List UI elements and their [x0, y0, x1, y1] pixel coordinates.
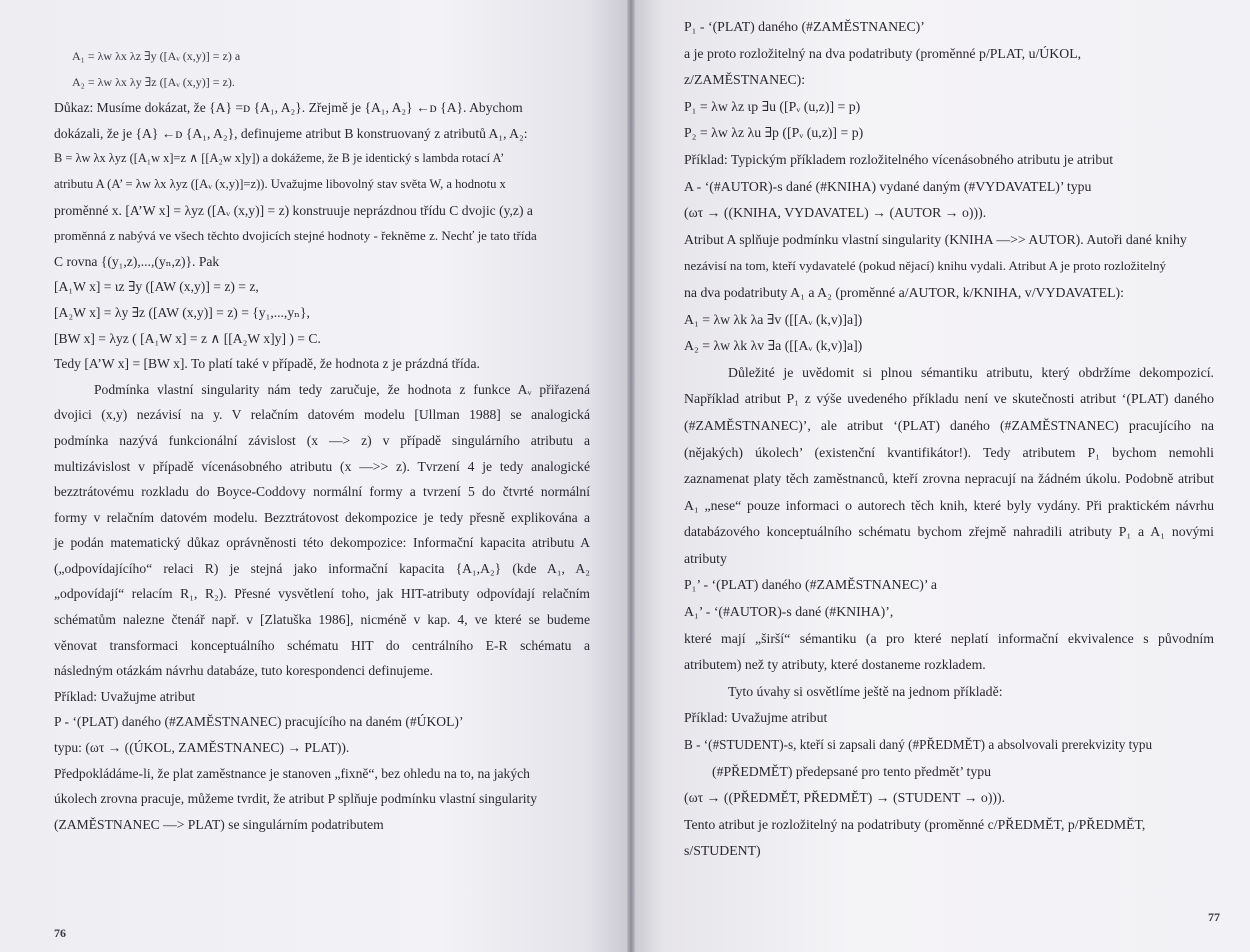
text-line: je podán matematický důkaz oprávněnosti této dekompozice: Informační kapacita atributu A — [54, 535, 590, 551]
page-number-right: 77 — [1208, 910, 1220, 924]
text-line: atributu A (A’ = λw λx λyz ([Aᵥ (x,y)]=z)). Uvažujme libovolný stav světa W, a hodnotu x — [54, 176, 506, 191]
text-line: A - ‘(#AUTOR)-s dané (#KNIHA) vydané daným (#VYDAVATEL)’ typu — [684, 178, 1092, 194]
text-line: Důkaz: Musíme dokázat, že {A} =ᴅ {A₁, A₂}. Zřejmě je {A₁, A₂} ←ᴅ {A}. Abychom — [54, 100, 523, 116]
text-line: (nějakých) úkolech’ (existenční kvantifikátor!). Tedy atributem P₁ bychom nemohli — [684, 444, 1214, 460]
formula-line: A₁ = λw λx λz ∃y ([Aᵥ (x,y)] = z) a — [72, 49, 241, 63]
formula-line: [A₂W x] = λy ∃z ([AW (x,y)] = z) = {y₁,...,yₙ}, — [54, 304, 310, 320]
formula-line: [BW x] = λyz ( [A₁W x] = z ∧ [[A₂W x]y] ) = C. — [54, 330, 321, 346]
right-page — [632, 0, 1250, 952]
formula-line: A₁ = λw λk λa ∃v ([[Aᵥ (k,v)]a]) — [684, 311, 863, 327]
text-line: (ωτ → ((PŘEDMĚT, PŘEDMĚT) → (STUDENT → o))). — [684, 790, 1006, 806]
book-gutter — [627, 0, 635, 952]
text-line: („odpovídajícího“ relaci R) je stejná jako informační kapacita {A₁,A₂} (kde A₁, A₂ — [54, 560, 590, 576]
text-line: a je proto rozložitelný na dva podatributy (proměnné p/PLAT, u/ÚKOL, — [684, 45, 1082, 61]
text-line: Atribut A splňuje podmínku vlastní singularity (KNIHA —>> AUTOR). Autoři dané knihy — [684, 231, 1187, 247]
text-line: atributy — [684, 550, 727, 566]
formula-line: P₁ = λw λz ιp ∃u ([Pᵥ (u,z)] = p) — [684, 98, 861, 114]
page-number-left: 76 — [54, 926, 66, 940]
text-line: Podmínka vlastní singularity nám tedy zaručuje, že hodnota z funkce Aᵥ přiřazená — [94, 381, 590, 397]
text-line: proměnná z nabývá ve všech těchto dvojicích stejné hodnoty - řekněme z. Nechť je tato třída — [54, 228, 537, 244]
text-line: P - ‘(PLAT) daného (#ZAMĚSTNANEC) pracujícího na daném (#ÚKOL)’ — [54, 714, 464, 730]
text-line: B - ‘(#STUDENT)-s, kteří si zapsali daný (#PŘEDMĚT) a absolvovali prerekvizity typu — [684, 737, 1153, 753]
text-line: z/ZAMĚSTNANEC): — [684, 72, 806, 88]
formula-line: P₂ = λw λz λu ∃p ([Pᵥ (u,z)] = p) — [684, 125, 864, 141]
formula-line: [A₁W x] = ιz ∃y ([AW (x,y)] = z) = z, — [54, 279, 259, 295]
text-line: bezztrátovému rozkladu do Boyce-Coddovy normální formy a tvrzení 5 do čtvrté normální — [54, 484, 590, 500]
text-line: B = λw λx λyz ([A₁w x]=z ∧ [[A₂w x]y]) a dokážeme, že B je identický s lambda rotací A’ — [54, 151, 505, 166]
text-line: schématům nalezne čtenář např. v [Zlatuška 1986], nicméně v kap. 4, ve které se budeme — [54, 612, 590, 628]
text-line: následným otázkám návrhu databáze, tuto korespondenci definujeme. — [54, 663, 433, 679]
text-line: A₁ „nese“ pouze informaci o autorech těch knih, které byly vydány. Při praktickém návrhu — [684, 497, 1214, 513]
text-line: databázového konceptuálního schématu bychom zřejmě nahradili atributy P₁ a A₁ novými — [684, 524, 1214, 540]
text-line: Příklad: Uvažujme atribut — [684, 710, 828, 726]
text-line: které mají „širší“ sémantiku (a pro které neplatí informační ekvivalence s původním — [684, 630, 1214, 646]
text-line: multizávislost v případě vícenásobného atributu (x —>> z). Tvrzení 4 je tedy analogické — [54, 458, 590, 474]
text-line: Tyto úvahy si osvětlíme ještě na jednom příkladě: — [728, 683, 1003, 699]
text-line: s/STUDENT) — [684, 843, 761, 859]
text-line: dokázali, že je {A} ←ᴅ {A₁, A₂}, definujeme atribut B konstruovaný z atributů A₁, A₂: — [54, 125, 528, 141]
text-line: typu: (ωτ → ((ÚKOL, ZAMĚSTNANEC) → PLAT)). — [54, 740, 350, 756]
text-line: věnovat transformaci konceptuálního schématu HIT do centrálního E-R schématu a — [54, 637, 590, 653]
text-line: na dva podatributy A₁ a A₂ (proměnné a/AUTOR, k/KNIHA, v/VYDAVATEL): — [684, 284, 1124, 300]
text-line: podmínka nazývá funkcionální závislost (x —> z) v případě singulárního atributu a — [54, 432, 590, 448]
text-line: Tento atribut je rozložitelný na podatributy (proměnné c/PŘEDMĚT, p/PŘEDMĚT, — [684, 816, 1146, 832]
text-line: dvojici (x,y) nezávisí na y. V relačním datovém modelu [Ullman 1988] se analogická — [54, 407, 590, 423]
text-line: „odpovídají“ relacím R₁, R₂). Přesné vysvětlení toho, jak HIT-atributy odpovídají relačním — [54, 586, 590, 602]
formula-line: A₂ = λw λx λy ∃z ([Aᵥ (x,y)] = z). — [72, 74, 235, 89]
text-line: Tedy [A’W x] = [BW x]. To platí také v případě, že hodnota z je prázdná třída. — [54, 356, 480, 372]
text-line: (#PŘEDMĚT) předepsané pro tento předmět’ typu — [712, 763, 992, 779]
text-line: (#ZAMĚSTNANEC)’, ale atribut ‘(PLAT) daného (#ZAMĚSTNANEC) pracujícího na — [684, 417, 1214, 433]
text-line: formy v relačním datovém modelu. Bezztrátovost dekompozice je tedy přesně explikována a — [54, 509, 590, 525]
text-line: P₁ - ‘(PLAT) daného (#ZAMĚSTNANEC)’ — [684, 19, 925, 34]
text-line: Příklad: Typickým příkladem rozložitelného vícenásobného atributu je atribut — [684, 151, 1114, 167]
text-line: úkolech zrovna pracuje, můžeme tvrdit, že atribut P splňuje podmínku vlastní singularity — [54, 791, 538, 807]
text-line: A₁’ - ‘(#AUTOR)-s dané (#KNIHA)’, — [684, 604, 894, 620]
text-line: (ZAMĚSTNANEC —> PLAT) se singulárním podatributem — [54, 816, 384, 832]
text-line: (ωτ → ((KNIHA, VYDAVATEL) → (AUTOR → o))). — [684, 205, 987, 221]
text-line: P₁’ - ‘(PLAT) daného (#ZAMĚSTNANEC)’ a — [684, 577, 937, 593]
text-line: zaznamenat platy těch zaměstnanců, kteří zrovna nepracují na žádném úkolu. Podobně atribut — [684, 471, 1214, 487]
text-line: Příklad: Uvažujme atribut — [54, 688, 196, 704]
text-line: Například atribut P₁ z výše uvedeného příkladu není ve skutečnosti atribut ‘(PLAT) daného — [684, 391, 1214, 407]
text-line: Předpokládáme-li, že plat zaměstnance je stanoven „fixně“, bez ohledu na to, na jakých — [54, 765, 530, 781]
formula-line: A₂ = λw λk λv ∃a ([[Aᵥ (k,v)]a]) — [684, 338, 863, 354]
text-line: proměnné x. [A’W x] = λyz ([Aᵥ (x,y)] = z) konstruuje neprázdnou třídu C dvojic (y,z) a — [54, 202, 533, 218]
text-line: Důležité je uvědomit si plnou sémantiku atributu, který obdržíme dekompozicí. — [728, 364, 1214, 380]
text-line: atributem) než ty atributy, které dostaneme rozkladem. — [684, 657, 986, 673]
text-line: C rovna {(y₁,z),...,(yₙ,z)}. Pak — [54, 253, 220, 269]
text-line: nezávisí na tom, kteří vydavatelé (pokud nějací) knihu vydali. Atribut A je proto rozložitelný — [684, 258, 1166, 274]
